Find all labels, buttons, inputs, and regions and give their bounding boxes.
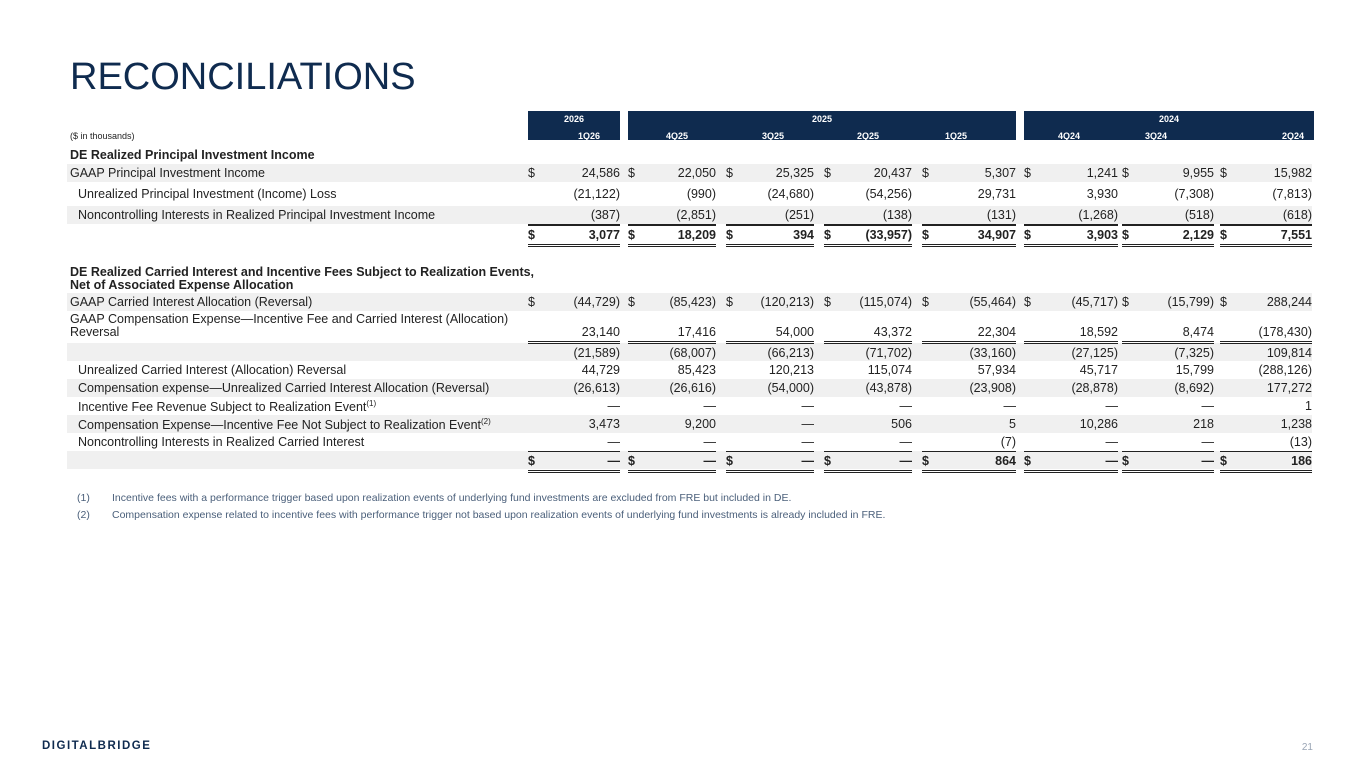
cell-value: 3,473 xyxy=(588,417,620,431)
cell-value: — xyxy=(1105,454,1118,468)
table-row xyxy=(67,379,1312,397)
cell-value: 29,731 xyxy=(977,187,1016,201)
currency-symbol: $ xyxy=(1220,228,1227,242)
quarter-header-3q24: 3Q24 xyxy=(1144,131,1167,141)
table-cell xyxy=(1024,166,1118,182)
cell-value: 394 xyxy=(793,228,814,242)
cell-value: (55,464) xyxy=(969,295,1016,309)
row-label: Incentive Fee Revenue Subject to Realization Event$^{(1)}$ xyxy=(78,399,377,415)
table-cell xyxy=(1220,166,1312,182)
cell-value: 22,050 xyxy=(677,166,716,180)
table-cell xyxy=(1024,208,1118,225)
table-cell xyxy=(528,451,620,473)
table-cell xyxy=(1220,417,1312,433)
quarter-header-4q25: 4Q25 xyxy=(665,131,688,141)
cell-value: 115,074 xyxy=(867,363,912,377)
table-cell xyxy=(1220,208,1312,225)
currency-symbol: $ xyxy=(824,228,831,242)
currency-symbol: $ xyxy=(824,295,831,309)
cell-value: 506 xyxy=(891,417,912,431)
row-label: Unrealized Carried Interest (Allocation) Reversal xyxy=(78,363,347,377)
table-cell xyxy=(922,363,1016,379)
currency-symbol: $ xyxy=(1122,454,1129,468)
cell-value: (387) xyxy=(590,208,620,222)
table-cell xyxy=(922,343,1016,362)
currency-symbol: $ xyxy=(1122,228,1129,242)
cell-value: 109,814 xyxy=(1266,346,1312,360)
table-cell xyxy=(628,451,716,473)
cell-value: 10,286 xyxy=(1079,417,1118,431)
row-label: GAAP Compensation Expense—Incentive Fee and Carried Interest (Allocation) Reversal xyxy=(70,312,509,339)
cell-value: 218 xyxy=(1193,417,1214,431)
cell-value: (43,878) xyxy=(865,381,912,395)
table-cell xyxy=(824,325,912,342)
currency-symbol: $ xyxy=(726,228,733,242)
quarter-header-4q24: 4Q24 xyxy=(1057,131,1080,141)
cell-value: 5,307 xyxy=(984,166,1016,180)
section-title: DE Realized Principal Investment Income xyxy=(70,148,315,162)
cell-value: (7) xyxy=(1000,435,1016,449)
table-cell xyxy=(1220,363,1312,379)
cell-value: 34,907 xyxy=(977,228,1016,242)
table-cell xyxy=(628,166,716,182)
cell-value: (518) xyxy=(1184,208,1214,222)
currency-symbol: $ xyxy=(628,295,635,309)
total-row xyxy=(67,225,1312,243)
page-title: RECONCILIATIONS xyxy=(70,56,416,98)
table-cell xyxy=(1220,187,1312,203)
table-cell xyxy=(922,435,1016,452)
cell-value: — xyxy=(899,435,912,449)
table-cell xyxy=(1024,225,1118,247)
footnote-text: Compensation expense related to incentive fees with performance trigger not based upon realization events of underlying fund investments is already included in FRE. xyxy=(112,509,886,521)
currency-symbol: $ xyxy=(1220,295,1227,309)
cell-value: (85,423) xyxy=(669,295,716,309)
table-cell xyxy=(824,187,912,203)
cell-value: 18,209 xyxy=(677,228,716,242)
cell-value: (288,126) xyxy=(1258,363,1312,377)
table-cell xyxy=(1024,343,1118,362)
cell-value: 43,372 xyxy=(873,325,912,339)
cell-value: 57,934 xyxy=(977,363,1016,377)
cell-value: (71,702) xyxy=(865,346,912,360)
currency-symbol: $ xyxy=(922,454,929,468)
table-cell xyxy=(726,435,814,452)
currency-symbol: $ xyxy=(1024,454,1031,468)
cell-value: (131) xyxy=(986,208,1016,222)
table-cell xyxy=(824,435,912,452)
table-cell xyxy=(628,343,716,362)
currency-symbol: $ xyxy=(1024,295,1031,309)
table-cell xyxy=(628,225,716,247)
cell-value: 44,729 xyxy=(581,363,620,377)
currency-symbol: $ xyxy=(726,166,733,180)
table-cell xyxy=(1024,417,1118,433)
table-cell xyxy=(628,399,716,415)
table-cell xyxy=(1220,225,1312,247)
table-cell xyxy=(1024,363,1118,379)
cell-value: 864 xyxy=(995,454,1016,468)
section-title-row xyxy=(67,146,1312,164)
table-cell xyxy=(726,187,814,203)
table-cell xyxy=(528,225,620,247)
currency-symbol: $ xyxy=(922,166,929,180)
table-cell xyxy=(1024,295,1118,311)
cell-value: 3,930 xyxy=(1086,187,1118,201)
currency-symbol: $ xyxy=(628,228,635,242)
cell-value: (7,308) xyxy=(1174,187,1214,201)
cell-value: — xyxy=(607,454,620,468)
cell-value: (21,122) xyxy=(573,187,620,201)
cell-value: 186 xyxy=(1291,454,1312,468)
cell-value: — xyxy=(1105,435,1118,449)
cell-value: 288,244 xyxy=(1266,295,1312,309)
cell-value: (120,213) xyxy=(760,295,814,309)
table-row xyxy=(67,361,1312,379)
cell-value: 1,238 xyxy=(1280,417,1312,431)
table-row xyxy=(67,164,1312,182)
page-number: 21 xyxy=(1301,742,1313,753)
cell-value: — xyxy=(1003,399,1016,413)
footnote-marker: (2) xyxy=(481,417,491,426)
table-cell xyxy=(628,363,716,379)
cell-value: (33,957) xyxy=(865,228,912,242)
cell-value: 85,423 xyxy=(677,363,716,377)
cell-value: — xyxy=(899,454,912,468)
table-cell xyxy=(824,381,912,397)
table-cell xyxy=(628,435,716,452)
cell-value: 20,437 xyxy=(873,166,912,180)
table-cell xyxy=(824,295,912,311)
quarter-header-2q25: 2Q25 xyxy=(856,131,879,141)
cell-value: — xyxy=(1105,399,1118,413)
table-cell xyxy=(528,363,620,379)
row-label: GAAP Carried Interest Allocation (Reversal) xyxy=(70,295,313,309)
currency-symbol: $ xyxy=(1220,454,1227,468)
cell-value: 2,129 xyxy=(1182,228,1214,242)
footnote-1 xyxy=(77,492,791,504)
table-cell xyxy=(1122,381,1214,397)
units-label: ($ in thousands) xyxy=(70,131,135,141)
table-cell xyxy=(922,166,1016,182)
table-cell xyxy=(1024,435,1118,452)
table-cell xyxy=(1220,451,1312,473)
table-cell xyxy=(528,208,620,225)
table-cell xyxy=(628,187,716,203)
cell-value: 45,717 xyxy=(1079,363,1118,377)
currency-symbol: $ xyxy=(1122,295,1129,309)
table-cell xyxy=(922,399,1016,415)
cell-value: 17,416 xyxy=(677,325,716,339)
cell-value: (54,256) xyxy=(865,187,912,201)
currency-symbol: $ xyxy=(922,295,929,309)
row-label: Unrealized Principal Investment (Income) Loss xyxy=(78,187,337,201)
table-cell xyxy=(1220,399,1312,415)
currency-symbol: $ xyxy=(528,228,535,242)
table-cell xyxy=(726,295,814,311)
table-cell xyxy=(1122,363,1214,379)
table-cell xyxy=(824,451,912,473)
cell-value: (2,851) xyxy=(676,208,716,222)
table-cell xyxy=(628,295,716,311)
cell-value: (27,125) xyxy=(1071,346,1118,360)
table-row xyxy=(67,433,1312,451)
table-cell xyxy=(726,399,814,415)
table-cell xyxy=(1122,166,1214,182)
row-label: Noncontrolling Interests in Realized Principal Investment Income xyxy=(78,208,436,222)
quarter-header-2q24: 2Q24 xyxy=(1281,131,1304,141)
table-cell xyxy=(1220,435,1312,452)
cell-value: (251) xyxy=(784,208,814,222)
table-cell xyxy=(824,399,912,415)
cell-value: 9,955 xyxy=(1182,166,1214,180)
cell-value: — xyxy=(703,435,716,449)
cell-value: 177,272 xyxy=(1266,381,1312,395)
cell-value: (54,000) xyxy=(767,381,814,395)
table-cell xyxy=(726,208,814,225)
cell-value: 3,077 xyxy=(588,228,620,242)
table-cell xyxy=(1122,187,1214,203)
currency-symbol: $ xyxy=(628,454,635,468)
cell-value: (68,007) xyxy=(669,346,716,360)
currency-symbol: $ xyxy=(528,295,535,309)
cell-value: 24,586 xyxy=(581,166,620,180)
table-row xyxy=(67,293,1312,311)
table-cell xyxy=(726,451,814,473)
table-row xyxy=(67,185,1312,203)
table-cell xyxy=(1024,381,1118,397)
company-logo: DIGITALBRIDGE xyxy=(42,740,152,752)
table-cell xyxy=(922,295,1016,311)
row-label: DE Realized Carried Interest and Incentive Fees Subject to Realization Events, Net of Associated Expense Allocation xyxy=(70,265,535,292)
footnote-marker: (1) xyxy=(366,399,377,408)
table-cell xyxy=(726,381,814,397)
cell-value: — xyxy=(703,399,716,413)
table-cell xyxy=(528,343,620,362)
quarter-header-1q25: 1Q25 xyxy=(944,131,967,141)
row-label: GAAP Principal Investment Income xyxy=(70,166,265,180)
table-cell xyxy=(922,381,1016,397)
cell-value: (7,813) xyxy=(1272,187,1312,201)
cell-value: (990) xyxy=(686,187,716,201)
cell-value: 22,304 xyxy=(977,325,1016,339)
cell-value: (618) xyxy=(1282,208,1312,222)
cell-value: — xyxy=(607,399,620,413)
table-cell xyxy=(528,399,620,415)
cell-value: — xyxy=(1201,435,1214,449)
currency-symbol: $ xyxy=(1122,166,1129,180)
table-cell xyxy=(726,166,814,182)
footnote-text: Incentive fees with a performance trigger based upon realization events of underlying fund investments are excluded from FRE but included in DE. xyxy=(112,492,792,504)
table-cell xyxy=(528,435,620,452)
table-cell xyxy=(726,363,814,379)
cell-value: (26,613) xyxy=(573,381,620,395)
cell-value: 25,325 xyxy=(775,166,814,180)
table-cell xyxy=(1122,451,1214,473)
cell-value: (115,074) xyxy=(859,295,912,309)
currency-symbol: $ xyxy=(922,228,929,242)
currency-symbol: $ xyxy=(1024,228,1031,242)
cell-value: 18,592 xyxy=(1079,325,1118,339)
footnote-2 xyxy=(77,509,885,521)
cell-value: 3,903 xyxy=(1086,228,1118,242)
cell-value: (8,692) xyxy=(1174,381,1214,395)
subtotal-row xyxy=(67,343,1312,361)
table-cell xyxy=(1122,343,1214,362)
cell-value: (178,430) xyxy=(1258,325,1312,339)
cell-value: — xyxy=(607,435,620,449)
table-cell xyxy=(628,381,716,397)
quarter-header-3q25: 3Q25 xyxy=(761,131,784,141)
cell-value: 120,213 xyxy=(768,363,814,377)
cell-value: 15,982 xyxy=(1273,166,1312,180)
table-cell xyxy=(726,417,814,433)
cell-value: (66,213) xyxy=(767,346,814,360)
table-cell xyxy=(1024,399,1118,415)
row-label: Compensation Expense—Incentive Fee Not Subject to Realization Event$^{(2)}$ xyxy=(78,417,491,433)
table-cell xyxy=(726,225,814,247)
table-cell xyxy=(922,187,1016,203)
year-label: 2024 xyxy=(1158,114,1180,124)
table-cell xyxy=(1024,187,1118,203)
cell-value: — xyxy=(703,454,716,468)
year-label: 2026 xyxy=(563,114,585,124)
cell-value: 1,241 xyxy=(1086,166,1118,180)
cell-value: 8,474 xyxy=(1182,325,1214,339)
table-cell xyxy=(528,417,620,433)
table-cell xyxy=(1220,381,1312,397)
cell-value: — xyxy=(1201,454,1214,468)
table-cell xyxy=(1122,325,1214,342)
cell-value: (28,878) xyxy=(1071,381,1118,395)
table-row xyxy=(67,397,1312,415)
table-cell xyxy=(824,363,912,379)
table-cell xyxy=(1122,208,1214,225)
cell-value: 15,799 xyxy=(1175,363,1214,377)
cell-value: — xyxy=(899,399,912,413)
cell-value: 5 xyxy=(1009,417,1016,431)
table-cell xyxy=(1122,435,1214,452)
table-cell xyxy=(1122,295,1214,311)
cell-value: (1,268) xyxy=(1078,208,1118,222)
table-cell xyxy=(1122,399,1214,415)
cell-value: 23,140 xyxy=(581,325,620,339)
cell-value: — xyxy=(801,417,814,431)
table-cell xyxy=(528,187,620,203)
cell-value: 1 xyxy=(1305,399,1312,413)
table-cell xyxy=(922,225,1016,247)
table-row xyxy=(67,311,1312,341)
currency-symbol: $ xyxy=(528,454,535,468)
currency-symbol: $ xyxy=(824,166,831,180)
cell-value: 9,200 xyxy=(684,417,716,431)
cell-value: (45,717) xyxy=(1071,295,1118,309)
table-cell xyxy=(628,417,716,433)
table-cell xyxy=(922,451,1016,473)
total-row xyxy=(67,451,1312,469)
cell-value: — xyxy=(801,435,814,449)
table-cell xyxy=(1220,343,1312,362)
quarter-header-1q26: 1Q26 xyxy=(577,131,600,141)
cell-value: (23,908) xyxy=(969,381,1016,395)
table-cell xyxy=(1024,451,1118,473)
table-cell xyxy=(1220,325,1312,342)
cell-value: (26,616) xyxy=(669,381,716,395)
cell-value: (15,799) xyxy=(1167,295,1214,309)
table-cell xyxy=(824,417,912,433)
table-cell xyxy=(824,208,912,225)
year-label: 2025 xyxy=(811,114,833,124)
table-cell xyxy=(628,208,716,225)
cell-value: — xyxy=(801,454,814,468)
cell-value: (24,680) xyxy=(767,187,814,201)
table-cell xyxy=(628,325,716,342)
footnote-number: (1) xyxy=(77,492,90,504)
currency-symbol: $ xyxy=(1024,166,1031,180)
table-cell xyxy=(1220,295,1312,311)
table-cell xyxy=(922,417,1016,433)
table-row xyxy=(67,206,1312,224)
cell-value: (33,160) xyxy=(969,346,1016,360)
table-cell xyxy=(528,295,620,311)
currency-symbol: $ xyxy=(1220,166,1227,180)
currency-symbol: $ xyxy=(628,166,635,180)
cell-value: — xyxy=(1201,399,1214,413)
table-row xyxy=(67,415,1312,433)
cell-value: (13) xyxy=(1289,435,1312,449)
row-label: Compensation expense—Unrealized Carried Interest Allocation (Reversal) xyxy=(78,381,490,395)
section-title-row xyxy=(67,264,1312,292)
row-label: Noncontrolling Interests in Realized Carried Interest xyxy=(78,435,365,449)
table-cell xyxy=(726,343,814,362)
table-cell xyxy=(1024,325,1118,342)
cell-value: (21,589) xyxy=(573,346,620,360)
footnote-number: (2) xyxy=(77,509,90,521)
currency-symbol: $ xyxy=(726,454,733,468)
table-cell xyxy=(528,325,620,342)
cell-value: (7,325) xyxy=(1174,346,1214,360)
table-cell xyxy=(1122,417,1214,433)
cell-value: — xyxy=(801,399,814,413)
table-cell xyxy=(528,381,620,397)
table-cell xyxy=(824,166,912,182)
cell-value: 7,551 xyxy=(1280,228,1312,242)
table-cell xyxy=(922,325,1016,342)
cell-value: (138) xyxy=(882,208,912,222)
table-cell xyxy=(824,343,912,362)
table-cell xyxy=(528,166,620,182)
cell-value: (44,729) xyxy=(573,295,620,309)
table-cell xyxy=(922,208,1016,225)
table-cell xyxy=(824,225,912,247)
currency-symbol: $ xyxy=(824,454,831,468)
table-cell xyxy=(726,325,814,342)
table-cell xyxy=(1122,225,1214,247)
currency-symbol: $ xyxy=(726,295,733,309)
cell-value: 54,000 xyxy=(775,325,814,339)
currency-symbol: $ xyxy=(528,166,535,180)
